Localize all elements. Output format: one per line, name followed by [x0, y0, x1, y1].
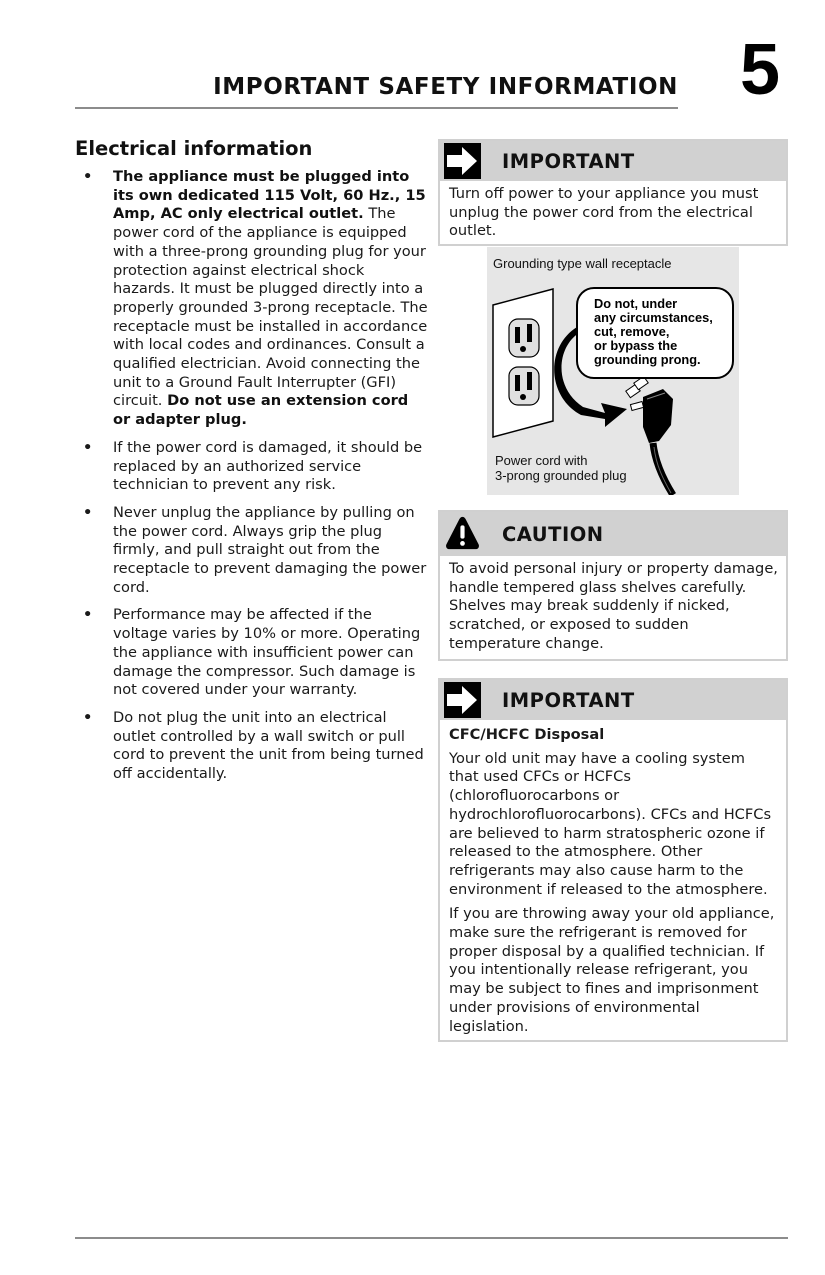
warning-triangle-icon: [444, 515, 481, 551]
page-number: 5: [740, 30, 781, 110]
notice-body: To avoid personal injury or property damage, handle tempered glass shelves carefully. Shelves may break suddenly if nicked, scratched, or exposed to sudden temperature change.: [449, 560, 778, 652]
header-divider: [75, 107, 678, 109]
bullet-icon: •: [83, 606, 93, 624]
list-item: [75, 606, 430, 700]
arrow-right-icon: [444, 682, 481, 718]
arrow-right-icon: [444, 143, 481, 179]
bullet-text: The power cord of the appliance is equipped with a three-prong grounding plug for your protection against electrical shock hazards. It must be plugged directly into a properly grounded 3-prong receptacle. The receptacle must be installed in accordance with local codes and ordinances. Consult a qualified electrician. Avoid connecting the unit to a Ground Fault Interrupter (GFI) circuit.: [113, 205, 428, 410]
notice-title: IMPORTANT: [502, 689, 635, 712]
warning-callout: [576, 287, 734, 379]
bullet-bold-tail: Do not use an extension cord or adapter plug.: [113, 392, 409, 429]
bullet-icon: •: [83, 438, 93, 456]
list-item: [75, 504, 430, 598]
caption-line: 3-prong grounded plug: [495, 468, 627, 483]
callout-line: Do not, under: [594, 296, 678, 311]
page-title: IMPORTANT SAFETY INFORMATION: [213, 74, 678, 100]
callout-line: any circumstances,: [594, 310, 713, 325]
list-item: [75, 168, 430, 430]
bullet-icon: •: [83, 708, 93, 726]
notice-body: Turn off power to your appliance you must unplug the power cord from the electrical outlet.: [449, 185, 759, 240]
bullet-text: If the power cord is damaged, it should be replaced by an authorized service technician to prevent any risk.: [113, 438, 423, 494]
notice-title: IMPORTANT: [502, 150, 635, 173]
notice-paragraph: If you are throwing away your old appliance, make sure the refrigerant is removed for proper disposal by a qualified technician. If you intentionally release refrigerant, you may be subject to fines and imprisonment under provisions of environmental legislation.: [449, 905, 775, 1035]
bullet-icon: •: [83, 503, 93, 521]
callout-line: grounding prong.: [594, 352, 701, 367]
illustration-caption-plug: [495, 453, 627, 483]
callout-line: or bypass the: [594, 338, 678, 353]
section-title: Electrical information: [75, 137, 313, 160]
callout-line: cut, remove,: [594, 324, 670, 339]
bullet-text: Do not plug the unit into an electrical outlet controlled by a wall switch or pull cord to prevent the unit from being turned off accidentally.: [113, 708, 424, 783]
notice-title: CAUTION: [502, 523, 604, 546]
notice-body: [440, 720, 786, 1042]
notice-header: [440, 680, 786, 720]
bullet-icon: •: [83, 168, 93, 185]
notice-header: [440, 141, 786, 181]
notice-paragraph: Your old unit may have a cooling system that used CFCs or HCFCs (chlorofluorocarbons or hydrochlorofluorocarbons). CFCs and HCFCs are believed to harm stratospheric ozone if released to the atmosphere. Other refrigerants may also cause harm to the environment if released to the atmosphere.: [449, 749, 772, 898]
bullet-text: Performance may be affected if the voltage varies by 10% or more. Operating the appliance with insufficient power can damage the compressor. Such damage is not covered under your warranty.: [113, 606, 421, 699]
electrical-bullet-list: [75, 168, 430, 784]
notice-subtitle: CFC/HCFC Disposal: [449, 726, 605, 743]
caption-line: Power cord with: [495, 453, 588, 468]
important-notice-disposal: [438, 678, 788, 1042]
footer-divider: [75, 1237, 788, 1239]
notice-header: [440, 512, 786, 556]
list-item: [75, 709, 430, 784]
important-notice-power: [438, 139, 788, 246]
bullet-bold-lead: The appliance must be plugged into its own dedicated 115 Volt, 60 Hz., 15 Amp, AC only electrical outlet.: [113, 168, 426, 223]
grounding-plug-illustration: [487, 247, 739, 495]
list-item: [75, 439, 430, 495]
illustration-caption-receptacle: Grounding type wall receptacle: [493, 256, 672, 271]
bullet-text: Never unplug the appliance by pulling on the power cord. Always grip the plug firmly, and pull straight out from the receptacle to prevent damaging the power cord.: [113, 503, 427, 596]
electrical-information-section: [75, 137, 430, 793]
caution-notice: [438, 510, 788, 661]
